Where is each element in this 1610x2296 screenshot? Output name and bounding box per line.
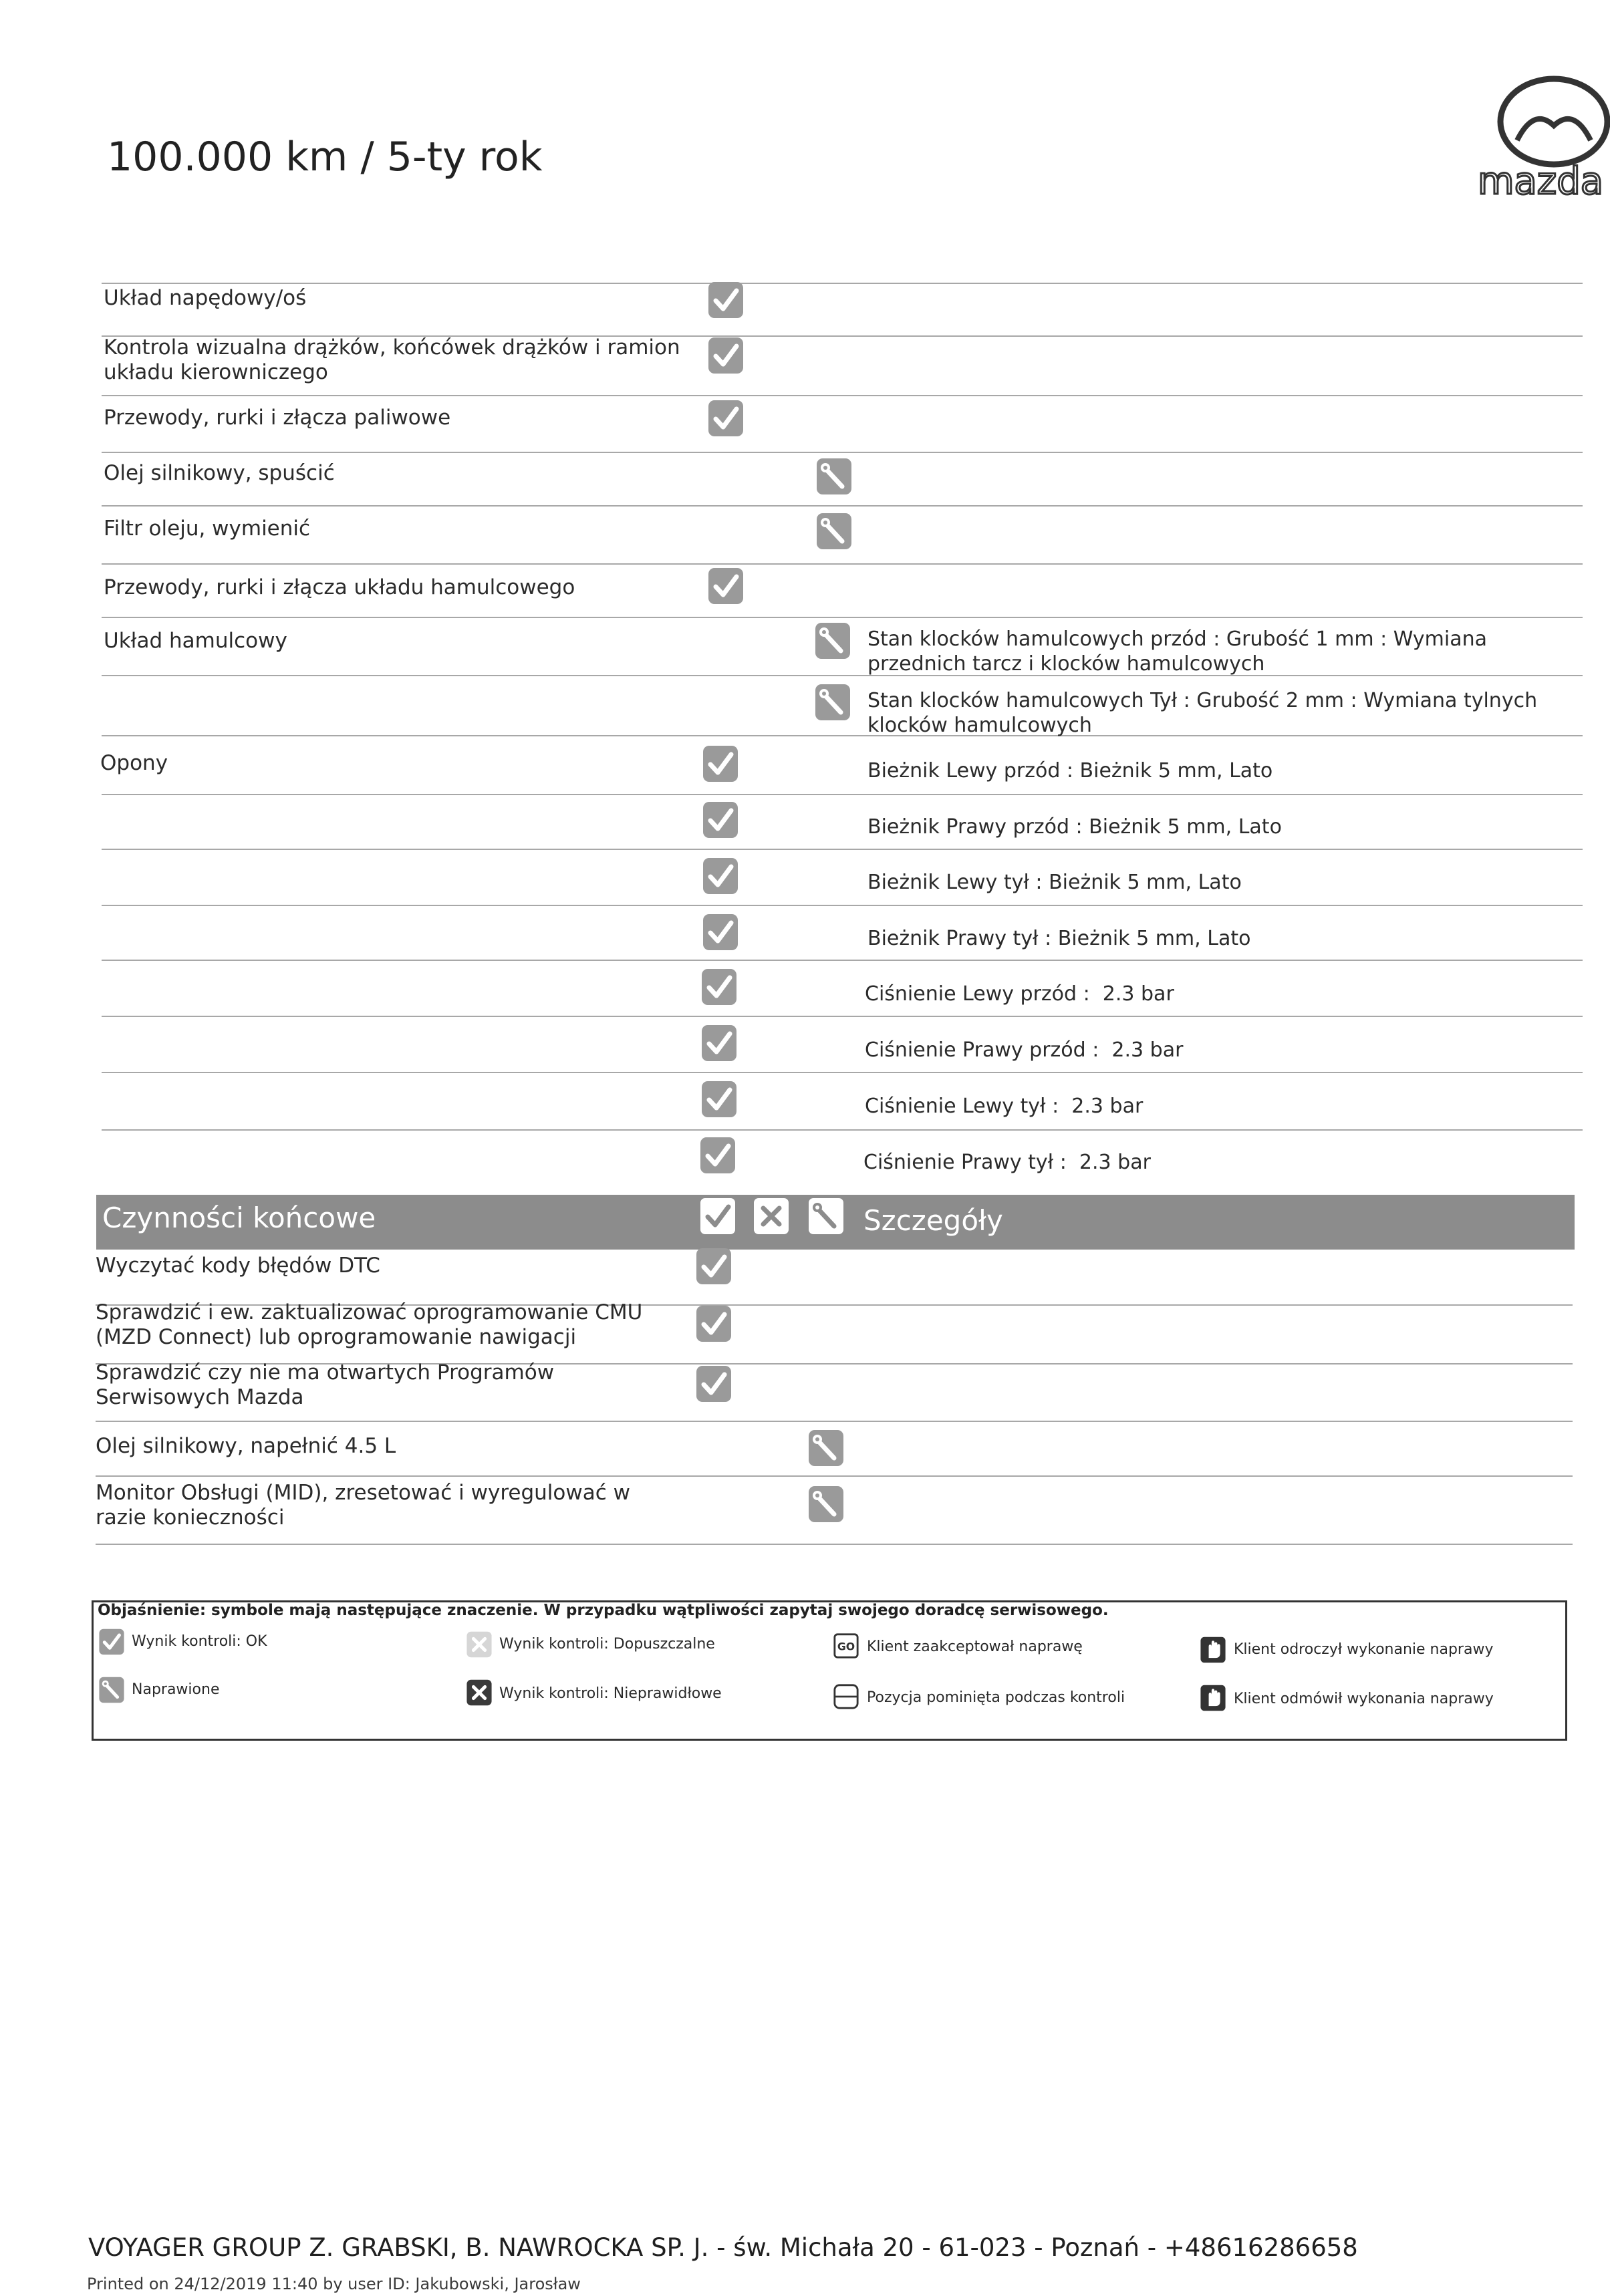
item-label: Kontrola wizualna drążków, końcówek drążków i ramion układu kierowniczego	[104, 335, 680, 384]
legend-text: Wynik kontroli: Dopuszczalne	[499, 1636, 715, 1653]
wrench-icon	[814, 683, 851, 722]
item-detail: Stan klocków hamulcowych przód : Grubość 1 mm : Wymiana przednich tarcz i klocków hamulcowych	[867, 627, 1488, 676]
row-divider	[96, 1421, 1573, 1422]
item-label: Opony	[100, 751, 168, 775]
wrench-icon	[815, 457, 853, 496]
cross-dark-icon	[466, 1679, 493, 1707]
check-icon	[699, 1136, 736, 1175]
legend-text: Naprawione	[132, 1681, 220, 1698]
legend-text: Klient odmówił wykonania naprawy	[1234, 1691, 1494, 1707]
check-icon	[695, 1247, 732, 1286]
final-item-label: Sprawdzić czy nie ma otwartych Programów Serwisowych Mazda	[96, 1360, 555, 1409]
item-detail: Ciśnienie Lewy tył : 2.3 bar	[865, 1095, 1144, 1118]
row-divider	[102, 794, 1583, 795]
hand-stop-icon	[1200, 1636, 1226, 1664]
item-detail: Ciśnienie Lewy przód : 2.3 bar	[865, 982, 1174, 1006]
final-item-label: Sprawdzić i ew. zaktualizować oprogramowanie CMU (MZD Connect) lub oprogramowanie nawigacji	[96, 1300, 643, 1349]
wrench-icon	[807, 1485, 845, 1524]
brand-wordmark: mazda	[1477, 160, 1604, 203]
row-divider	[102, 283, 1583, 284]
page-title: 100.000 km / 5-ty rok	[107, 134, 543, 180]
row-divider	[102, 1129, 1583, 1131]
item-label: Przewody, rurki i złącza układu hamulcowego	[104, 575, 575, 599]
check-icon	[702, 801, 739, 839]
final-item-label: Wyczytać kody błędów DTC	[96, 1254, 380, 1278]
row-divider	[102, 1072, 1583, 1073]
legend-text: Klient zaakceptował naprawę	[867, 1638, 1083, 1655]
check-icon	[702, 857, 739, 895]
details-header: Szczegóły	[863, 1204, 1003, 1237]
check-icon	[707, 281, 745, 319]
wrench-icon	[815, 512, 853, 551]
legend-text: Klient odroczył wykonanie naprawy	[1234, 1641, 1494, 1658]
item-detail: Bieżnik Prawy przód : Bieżnik 5 mm, Lato	[867, 815, 1282, 839]
legend-text: Wynik kontroli: OK	[132, 1633, 267, 1650]
row-divider	[102, 849, 1583, 850]
legend-intro: Objaśnienie: symbole mają następujące znaczenie. W przypadku wątpliwości zapytaj swojego doradcę serwisowego.	[98, 1602, 1109, 1619]
row-divider	[96, 1544, 1573, 1545]
check-icon	[702, 744, 739, 783]
item-detail: Bieżnik Prawy tył : Bieżnik 5 mm, Lato	[867, 927, 1251, 950]
row-divider	[96, 1475, 1573, 1477]
final-item-label: Monitor Obsługi (MID), zresetować i wyregulować w razie konieczności	[96, 1481, 630, 1530]
check-icon	[700, 968, 738, 1006]
row-divider	[102, 960, 1583, 961]
item-label: Filtr oleju, wymienić	[104, 517, 311, 541]
header-check-icon	[699, 1197, 736, 1236]
printed-info: Printed on 24/12/2019 11:40 by user ID: Jakubowski, Jarosław	[87, 2275, 581, 2293]
item-label: Układ napędowy/oś	[104, 286, 307, 310]
header-cross-icon	[753, 1197, 790, 1236]
wrench-icon	[98, 1676, 125, 1704]
check-icon	[695, 1365, 732, 1403]
go-icon	[833, 1632, 859, 1660]
hand-refuse-icon	[1200, 1684, 1226, 1712]
row-divider	[102, 505, 1583, 507]
final-item-label: Olej silnikowy, napełnić 4.5 L	[96, 1434, 396, 1458]
item-detail: Bieżnik Lewy przód : Bieżnik 5 mm, Lato	[867, 759, 1273, 782]
item-detail: Bieżnik Lewy tył : Bieżnik 5 mm, Lato	[867, 871, 1242, 894]
item-detail: Ciśnienie Prawy tył : 2.3 bar	[863, 1151, 1151, 1174]
section-title: Czynności końcowe	[102, 1201, 376, 1234]
check-icon	[695, 1304, 732, 1343]
item-label: Układ hamulcowy	[104, 629, 287, 653]
row-divider	[102, 1016, 1583, 1017]
wrench-icon	[807, 1429, 845, 1467]
brand-logo	[1464, 60, 1610, 207]
header-wrench-icon	[807, 1197, 845, 1236]
item-label: Olej silnikowy, spuścić	[104, 461, 335, 485]
row-divider	[102, 617, 1583, 618]
legend-text: Wynik kontroli: Nieprawidłowe	[499, 1685, 722, 1702]
check-icon	[98, 1628, 125, 1656]
row-divider	[102, 563, 1583, 565]
wrench-icon	[814, 621, 851, 660]
row-divider	[102, 905, 1583, 906]
legend-box	[92, 1600, 1567, 1741]
cross-light-icon	[466, 1630, 493, 1659]
check-icon	[707, 399, 745, 438]
item-label: Przewody, rurki i złącza paliwowe	[104, 406, 451, 430]
check-icon	[702, 913, 739, 952]
item-detail: Stan klocków hamulcowych Tył : Grubość 2 mm : Wymiana tylnych klocków hamulcowych	[867, 689, 1538, 737]
legend-text: Pozycja pominięta podczas kontroli	[867, 1689, 1125, 1706]
row-divider	[102, 395, 1583, 396]
item-detail: Ciśnienie Prawy przód : 2.3 bar	[865, 1038, 1184, 1062]
row-divider	[102, 452, 1583, 453]
dealer-info: VOYAGER GROUP Z. GRABSKI, B. NAWROCKA SP. J. - św. Michała 20 - 61-023 - Poznań - +48616286658	[88, 2233, 1358, 2262]
check-icon	[707, 336, 745, 375]
check-icon	[707, 567, 745, 605]
check-icon	[700, 1080, 738, 1119]
check-icon	[700, 1024, 738, 1062]
dash-box-icon	[833, 1683, 859, 1711]
